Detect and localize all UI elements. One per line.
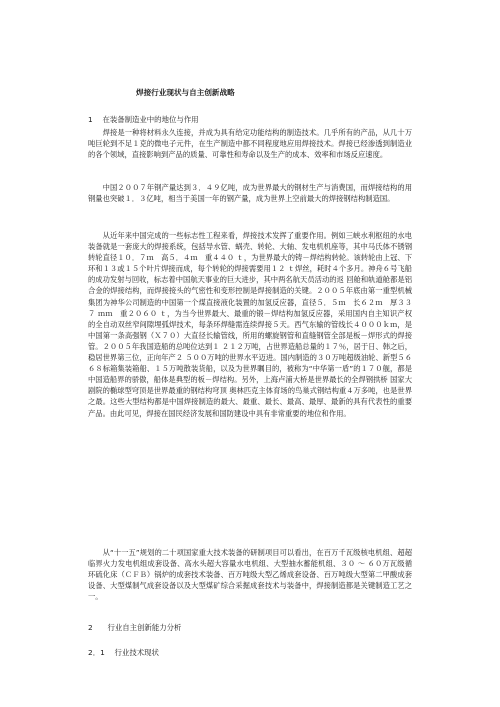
section-2-1-heading: 2．1 行业技术现状 [88,648,159,657]
section-1-heading: 1 在装备制造业中的地位与作用 [88,115,199,124]
paragraph-3: 从近年来中国完成的一些标志性工程来看，焊接技术发挥了重要作用。例如三峡水利枢纽的水电装备就是一套庞大的焊接系统，包括导水管、蜗壳、转轮、大轴、发电机机座等，其中马氏体不锈钢转轮直径１０．７ｍ 高５．４ｍ 重４４０ ｔ，为世界最大的铸－焊结构转轮。该转轮由上冠、下环和１３或１５个叶片焊接而成，每个转轮的焊接需要用１２ ｔ焊丝，耗时４个多月。神舟６号飞船的成功发射与回收，标志着中国航天事业的巨大进步，其中两名航天员活动的返 回舱和轨道舱都是铝合金的焊接结构，而焊接接头的气密性和变形控制是焊接制造的关键。２００５年底由第一重型机械集团为神华公司制造的中国第一个煤直接液化装置的加氢反应器，直径５．５ｍ 长６２ｍ 厚３３７ ｍｍ 重２０６０ ｔ，为当今世界最大、最重的锻－焊结构加氢反应器，采用国内自主知识产权的全自动双丝窄间隙埋弧焊技术，每条环焊缝需连续焊接５天。西气东输的管线长４０００ｋｍ，是中国第一条高强钢（Ｘ７０）大直径长输管线，所用的螺旋钢管和直缝钢管全部是板－焊形式的焊接管。２００５年我国造船的总吨位达到１ ２１２万吨，占世界造船总量的１７％，居于日、韩之后，稳居世界第三位，正向年产２ ５００万吨的世界水平迈进。国内制造的３０万吨超级油轮、新型５６６８标箱集装箱船、１５万吨散装货船，以及为世界瞩目的，被称为“中华第一盾”的１７０舰，都是中国造船界的骄傲，船体是典型的板－焊结构。另外，上海卢浦大桥是世界最长的全焊钢拱桥 国家大剧院的椭球型穹顶是世界最重的钢结构穹顶 奥林匹克主体育场的鸟巢式钢结构重４万多吨，也是世界之最。这些大型结构都是中国焊接制造的最大、最重、最长、最高、最厚、最新的具有代表性的重要产品。由此可见，焊接在国民经济发展和国防建设中具有非常重要的地位和作用。 [88,231,412,418]
section-2-heading: 2 行业自主创新能力分析 [88,623,182,632]
paragraph-2: 中国２００７年钢产量达到３．４９亿吨，成为世界最大的钢材生产与消费国，而焊接结构的用钢量也突破１．３亿吨，相当于美国一年的钢产量，成为世界上空前最大的焊接钢结构制造国。 [88,183,412,204]
document-title: 焊接行业现状与自主创新战略 [136,88,235,97]
paragraph-1: 焊接是一种将材料永久连接，并成为具有给定功能结构的制造技术。几乎所有的产品，从几十万吨巨轮到不足１克的微电子元件，在生产制造中都不同程度地应用焊接技术。焊接已经渗透到制造业的各个领域，直接影响到产品的质量、可靠性和寿命以及生产的成本、效率和市场反应速度。 [88,128,412,160]
paragraph-4: 从“十一五”规划的二十项国家重大技术装备的研制项目可以看出，在百万千瓦级核电机组、超超临界火力发电机组成套设备、高水头超大容量水电机组、大型抽水蓄能机组、３０ ～ ６０万瓦级循环硫化床（ＣＦＢ）锅炉的成套技术装备、百万吨级大型乙烯成套设备、百万吨级大型第二甲酸成套设备、大型煤制气成套设备以及大型煤矿综合采掘成套技术与装备中，焊接制造都是关键制造工艺之一。 [88,548,412,602]
